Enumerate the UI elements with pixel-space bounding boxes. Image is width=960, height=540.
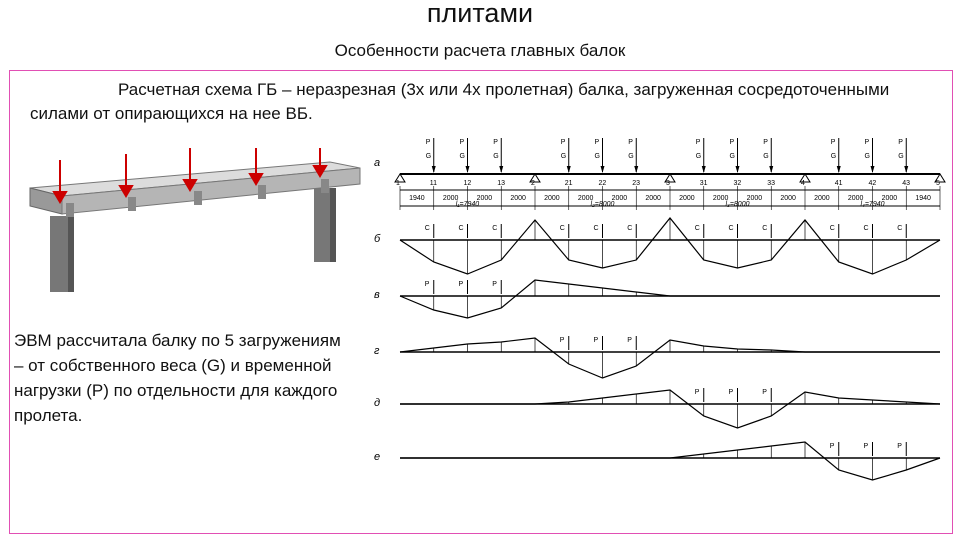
row-label-b: б xyxy=(374,233,381,245)
load-label-g: G xyxy=(695,153,702,160)
diagram-load-label: P xyxy=(694,389,700,396)
segment-length: 2000 xyxy=(712,195,729,202)
diagram-load-label: C xyxy=(829,225,835,232)
row-label-a: а xyxy=(374,157,381,169)
load-label-p: P xyxy=(425,139,431,146)
diagram-load-label: C xyxy=(627,225,633,232)
load-label-g: G xyxy=(560,153,567,160)
node-number: 2 xyxy=(531,180,535,187)
load-label-g: G xyxy=(864,153,870,160)
load-arrow-head xyxy=(432,166,436,173)
span-length: l₄=7940 xyxy=(860,201,885,208)
load-arrow-head xyxy=(837,166,841,173)
row-label-v: в xyxy=(374,289,380,301)
column-right xyxy=(314,188,330,262)
diagram-load-label: P xyxy=(559,337,565,344)
diagram-load-label: C xyxy=(728,225,734,232)
load-arrow-head xyxy=(466,166,470,173)
segment-length: 1940 xyxy=(409,195,425,202)
load-label-p: P xyxy=(628,139,633,146)
load-label-p: P xyxy=(830,139,836,146)
node-number: 1 xyxy=(396,180,400,187)
row-label-d: д xyxy=(374,397,381,409)
load-label-p: P xyxy=(594,139,600,146)
load-arrows-scheme xyxy=(426,138,909,173)
node-number: 5 xyxy=(936,180,940,187)
load-label-p: P xyxy=(695,139,701,146)
moment-curve xyxy=(400,442,940,480)
diagram-load-label: C xyxy=(762,225,768,232)
segment-length: 2000 xyxy=(679,195,695,202)
node-number: 4 xyxy=(801,180,805,187)
diagram-load-label: P xyxy=(728,389,734,396)
node-number: 42 xyxy=(868,180,877,187)
diagram-load-label: C xyxy=(424,225,430,232)
beam-scheme xyxy=(368,130,948,530)
load-label-g: G xyxy=(763,153,769,160)
diagram-load-label: C xyxy=(559,225,565,232)
load-label-g: G xyxy=(830,153,837,160)
node-numbers xyxy=(396,180,940,187)
load-label-p: P xyxy=(864,139,870,146)
span-length: l₃=8000 xyxy=(725,201,750,208)
node-number: 13 xyxy=(497,180,506,187)
diagram-load-label: P xyxy=(897,443,902,450)
load-arrow-head xyxy=(736,166,740,173)
diagram-load-label: P xyxy=(829,443,835,450)
node-number: 11 xyxy=(429,180,438,187)
load-arrow-head xyxy=(904,166,908,173)
load-arrow-head xyxy=(601,166,605,173)
moment-curve xyxy=(400,280,940,318)
load-arrow-head xyxy=(769,166,773,173)
load-arrow-head xyxy=(634,166,638,173)
row-label-e: е xyxy=(374,451,381,463)
node-number: 32 xyxy=(733,180,742,187)
supports xyxy=(395,174,945,182)
segment-length: 2000 xyxy=(645,195,661,202)
segment-length: 2000 xyxy=(544,195,560,202)
diagram-load-label: C xyxy=(897,225,903,232)
load-label-g: G xyxy=(898,153,904,160)
segment-length: 2000 xyxy=(780,195,796,202)
diagram-load-label: C xyxy=(458,225,464,232)
slide-title: плитами xyxy=(426,0,534,28)
load-arrow-head xyxy=(567,166,571,173)
row-label-g: г xyxy=(374,345,380,357)
load-label-g: G xyxy=(493,153,499,160)
beam-illustration xyxy=(18,148,368,298)
node-number: 3 xyxy=(666,180,670,187)
load-label-g: G xyxy=(425,153,432,160)
intro-paragraph xyxy=(30,78,930,126)
load-arrow-head xyxy=(871,166,875,173)
segment-length: 1940 xyxy=(915,195,931,202)
segment-length: 2000 xyxy=(442,195,459,202)
load-arrow-head xyxy=(702,166,706,173)
load-label-p: P xyxy=(560,139,566,146)
load-label-p: P xyxy=(729,139,735,146)
load-label-g: G xyxy=(594,153,600,160)
node-number: 33 xyxy=(767,180,776,187)
diagram-load-label: P xyxy=(593,337,599,344)
load-label-g: G xyxy=(459,153,465,160)
segment-length: 2000 xyxy=(577,195,594,202)
column-left xyxy=(50,216,68,292)
diagram-load-label: P xyxy=(627,337,632,344)
diagram-load-label: C xyxy=(492,225,498,232)
segment-length: 2000 xyxy=(814,195,830,202)
segment-length: 2000 xyxy=(847,195,864,202)
load-arrow-head xyxy=(499,166,503,173)
moment-diagrams xyxy=(400,218,940,480)
span-length: l₂=8000 xyxy=(590,201,615,208)
node-number: 43 xyxy=(902,180,911,187)
node-number: 31 xyxy=(699,180,708,187)
load-label-g: G xyxy=(729,153,735,160)
node-number: 23 xyxy=(632,180,641,187)
slide-subtitle: Особенности расчета главных балок xyxy=(334,41,626,60)
diagram-load-label: P xyxy=(492,281,497,288)
diagram-load-label: C xyxy=(694,225,700,232)
diagram-load-label: P xyxy=(458,281,464,288)
load-label-p: P xyxy=(493,139,498,146)
segment-length: 2000 xyxy=(881,195,898,202)
segment-length: 2000 xyxy=(510,195,526,202)
span-length: l₁=7940 xyxy=(455,201,480,208)
side-note: ЭВМ рассчитала балку по 5 загружениям – от собственного веса (G) и временной нагрузки (Р) по отдельности для каждого пролета. xyxy=(14,331,341,425)
diagram-load-label: P xyxy=(424,281,430,288)
diagram-load-label: P xyxy=(762,389,767,396)
node-number: 41 xyxy=(834,180,843,187)
load-label-g: G xyxy=(628,153,634,160)
diagram-load-label: C xyxy=(593,225,599,232)
segment-length: 2000 xyxy=(611,195,628,202)
segment-length: 2000 xyxy=(746,195,763,202)
load-label-p: P xyxy=(763,139,768,146)
node-number: 12 xyxy=(463,180,472,187)
diagram-load-label: C xyxy=(863,225,869,232)
diagram-load-label: P xyxy=(863,443,869,450)
node-number: 22 xyxy=(598,180,607,187)
load-label-p: P xyxy=(898,139,903,146)
load-label-p: P xyxy=(459,139,465,146)
segment-length: 2000 xyxy=(476,195,493,202)
intro-text: Расчетная схема ГБ – неразрезная (3х или 4х пролетная) балка, загруженная сосредоточенными силами от опирающихся на нее ВБ. xyxy=(30,80,890,123)
node-number: 21 xyxy=(564,180,573,187)
